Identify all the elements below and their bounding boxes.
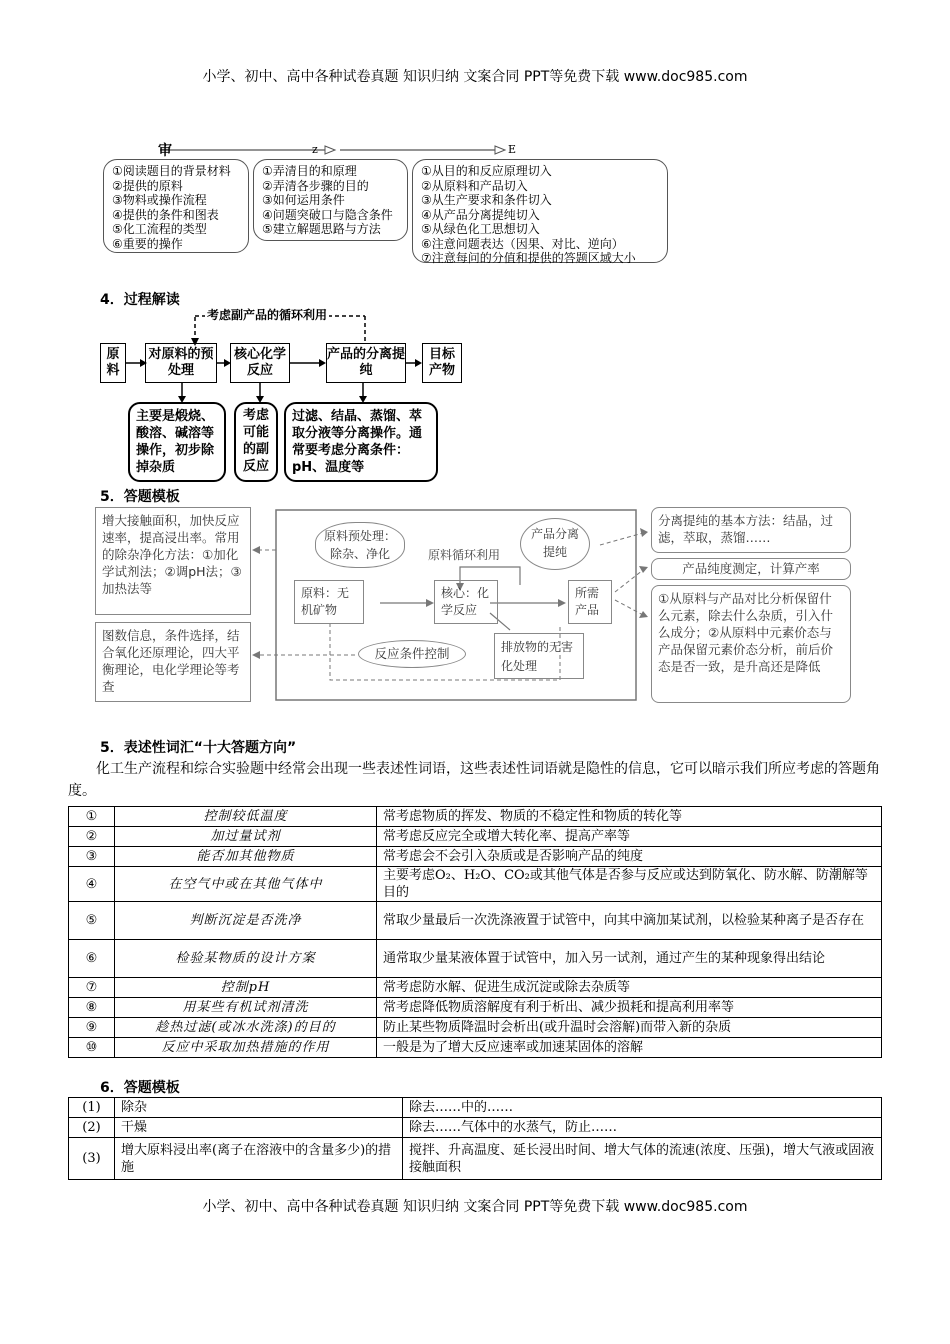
item-cell: 干燥 <box>115 1118 403 1138</box>
table-row <box>69 867 882 902</box>
recycle-label: 考虑副产品的循环利用 <box>207 308 328 322</box>
row-number: ⑥ <box>69 940 115 978</box>
waste-treatment-box: 排放物的无害化处理 <box>494 633 584 679</box>
core-reaction-box: 核心：化学反应 <box>434 580 498 624</box>
row-number: (3) <box>69 1138 115 1180</box>
condition-cell: 在空气中或在其他气体中 <box>115 867 377 902</box>
box1-line: ⑥重要的操作 <box>112 236 183 251</box>
row-number: ⑩ <box>69 1038 115 1058</box>
table-row <box>69 827 882 847</box>
box1-line: ④提供的条件和图表 <box>112 207 219 222</box>
box3-line: ⑦注意每问的分值和提供的答题区域大小 <box>421 251 636 265</box>
item-cell: 除杂 <box>115 1098 403 1118</box>
box3-line: ⑥注意问题表达（因果、对比、逆向） <box>421 236 624 251</box>
bubble-condition-control: 反应条件控制 <box>358 640 466 668</box>
row-number: ① <box>69 807 115 827</box>
row-number: ④ <box>69 867 115 902</box>
table-row <box>69 978 882 998</box>
label-e: E <box>508 143 517 156</box>
box3-line: ④从产品分离提纯切入 <box>421 207 540 222</box>
condition-cell: 反应中采取加热措施的作用 <box>115 1038 377 1058</box>
table-row <box>69 847 882 867</box>
ten-directions-table <box>68 806 882 1058</box>
box3-line: ③从生产要求和条件切入 <box>421 193 552 207</box>
box2-line: ④问题突破口与隐含条件 <box>262 207 393 222</box>
box2-line: ①弄清目的和原理 <box>262 164 357 178</box>
template-cell: 除去……气体中的水蒸气，防止…… <box>403 1118 882 1138</box>
row-number: ⑧ <box>69 998 115 1018</box>
meaning-cell: 常考虑降低物质溶解度有利于析出、减少损耗和提高利用率等 <box>377 998 882 1018</box>
meaning-cell: 主要考虑O₂、H₂O、CO₂或其他气体是否参与反应或达到防氧化、防水解、防潮解等目的 <box>377 867 882 902</box>
answer-template-table <box>68 1097 882 1180</box>
flow-separation: 产品的分离提纯 <box>326 343 406 383</box>
flow-raw: 原料 <box>100 343 126 383</box>
page-footer: 小学、初中、高中各种试卷真题 知识归纳 文案合同 PPT等免费下载 www.doc985.com <box>202 1199 748 1215</box>
row-number: (2) <box>69 1118 115 1138</box>
left-bottom-note: 图数信息，条件选择，结合氧化还原理论，四大平衡理论，电化学理论等考查 <box>95 622 251 702</box>
right-note-separation: 分离提纯的基本方法：结晶，过滤，萃取，蒸馏…… <box>651 507 851 553</box>
row-number: ⑨ <box>69 1018 115 1038</box>
section5b-title: 5．表述性词汇“十大答题方向” <box>100 740 297 756</box>
meaning-cell: 常考虑反应完全或增大转化率、提高产率等 <box>377 827 882 847</box>
note-side-reaction: 考虑可能的副反应 <box>234 402 278 482</box>
recycle-use-label: 原料循环利用 <box>428 548 501 562</box>
meaning-cell: 通常取少量某液体置于试管中，加入另一试剂，通过产生的某种现象得出结论 <box>377 940 882 978</box>
table-row <box>69 1018 882 1038</box>
table-row <box>69 1098 882 1118</box>
item-cell: 增大原料浸出率(离子在溶液中的含量多少)的措施 <box>115 1138 403 1180</box>
meaning-cell: 常取少量最后一次洗涤液置于试管中，向其中滴加某试剂，以检验某种离子是否存在 <box>377 902 882 940</box>
bubble-separation: 产品分离提纯 <box>520 518 590 570</box>
table-row <box>69 1038 882 1058</box>
meaning-cell: 常考虑会不会引入杂质或是否影响产品的纯度 <box>377 847 882 867</box>
box1-line: ②提供的原料 <box>112 178 183 193</box>
bubble-pretreat: 原料预处理：除杂、净化 <box>315 522 405 568</box>
meaning-cell: 常考虑物质的挥发、物质的不稳定性和物质的转化等 <box>377 807 882 827</box>
section5b-paragraph: 化工生产流程和综合实验题中经常会出现一些表述性词语，这些表述性词语就是隐性的信息，它可以暗示我们所应考虑的答题角度。 <box>68 761 880 799</box>
meaning-cell: 防止某些物质降温时会析出(或升温时会溶解)而带入新的杂质 <box>377 1018 882 1038</box>
note-separation: 过滤、结晶、蒸馏、萃取分液等分离操作。通常要考虑分离条件：pH、温度等 <box>284 402 438 482</box>
raw-material-box: 原料：无机矿物 <box>294 580 364 624</box>
row-number: ③ <box>69 847 115 867</box>
condition-cell: 检验某物质的设计方案 <box>115 940 377 978</box>
ten-directions-body <box>69 807 882 1058</box>
flow-pretreat: 对原料的预处理 <box>145 343 217 383</box>
row-number: (1) <box>69 1098 115 1118</box>
template-cell: 搅拌、升高温度、延长浸出时间、增大气体的流速(浓度、压强)，增大气液或固液接触面积 <box>403 1138 882 1180</box>
right-note-analysis: ①从原料与产品对比分析保留什么元素，除去什么杂质，引入什么成分；②从原料中元素价态与产品保留元素价态分析，前后价态是否一致，是升高还是降低 <box>651 585 851 703</box>
section5a-title: 5．答题模板 <box>100 489 180 505</box>
meaning-cell: 一般是为了增大反应速率或加速某固体的溶解 <box>377 1038 882 1058</box>
condition-cell: 加过量试剂 <box>115 827 377 847</box>
box3-line: ⑤从绿色化工思想切入 <box>421 222 540 236</box>
table-row <box>69 902 882 940</box>
flow-core-reaction: 核心化学反应 <box>230 343 290 383</box>
table-row <box>69 940 882 978</box>
table-row <box>69 807 882 827</box>
box2-line: ⑤建立解题思路与方法 <box>262 222 381 236</box>
flow-target: 目标产物 <box>422 343 462 383</box>
box1-line: ③物料或操作流程 <box>112 193 207 207</box>
page-header: 小学、初中、高中各种试卷真题 知识归纳 文案合同 PPT等免费下载 www.doc985.com <box>202 69 748 85</box>
box3-line: ①从目的和反应原理切入 <box>421 164 552 178</box>
box1-line: ①阅读题目的背景材料 <box>112 164 231 178</box>
note-pretreat: 主要是煅烧、酸溶、碱溶等操作，初步除掉杂质 <box>128 402 226 482</box>
box3-line: ②从原料和产品切入 <box>421 178 528 193</box>
top-box-3 <box>412 159 668 263</box>
answer-template-body <box>69 1098 882 1180</box>
row-number: ② <box>69 827 115 847</box>
row-number: ⑦ <box>69 978 115 998</box>
condition-cell: 用某些有机试剂清洗 <box>115 998 377 1018</box>
top-box-1 <box>103 159 249 253</box>
table-row <box>69 998 882 1018</box>
section6-title: 6．答题模板 <box>100 1080 180 1096</box>
table-row <box>69 1118 882 1138</box>
box2-line: ③如何运用条件 <box>262 193 345 207</box>
table-row <box>69 1138 882 1180</box>
label-z: z <box>312 143 318 156</box>
condition-cell: 判断沉淀是否洗净 <box>115 902 377 940</box>
condition-cell: 能否加其他物质 <box>115 847 377 867</box>
row-number: ⑤ <box>69 902 115 940</box>
meaning-cell: 常考虑防水解、促进生成沉淀或除去杂质等 <box>377 978 882 998</box>
section4-title: 4．过程解读 <box>100 292 180 308</box>
left-top-note: 增大接触面积，加快反应速率，提高浸出率。常用的除杂净化方法：①加化学试剂法；②调pH法；③加热法等 <box>95 507 251 615</box>
box1-line: ⑤化工流程的类型 <box>112 222 207 236</box>
template-cell: 除去……中的…… <box>403 1098 882 1118</box>
top-box-2 <box>253 159 408 241</box>
box2-line: ②弄清各步骤的目的 <box>262 178 369 193</box>
condition-cell: 控制较低温度 <box>115 807 377 827</box>
product-box: 所需产品 <box>568 580 612 624</box>
condition-cell: 控制pH <box>115 978 377 998</box>
label-shen: 审 <box>158 143 172 159</box>
right-note-purity: 产品纯度测定，计算产率 <box>651 558 851 580</box>
condition-cell: 趁热过滤(或冰水洗涤)的目的 <box>115 1018 377 1038</box>
